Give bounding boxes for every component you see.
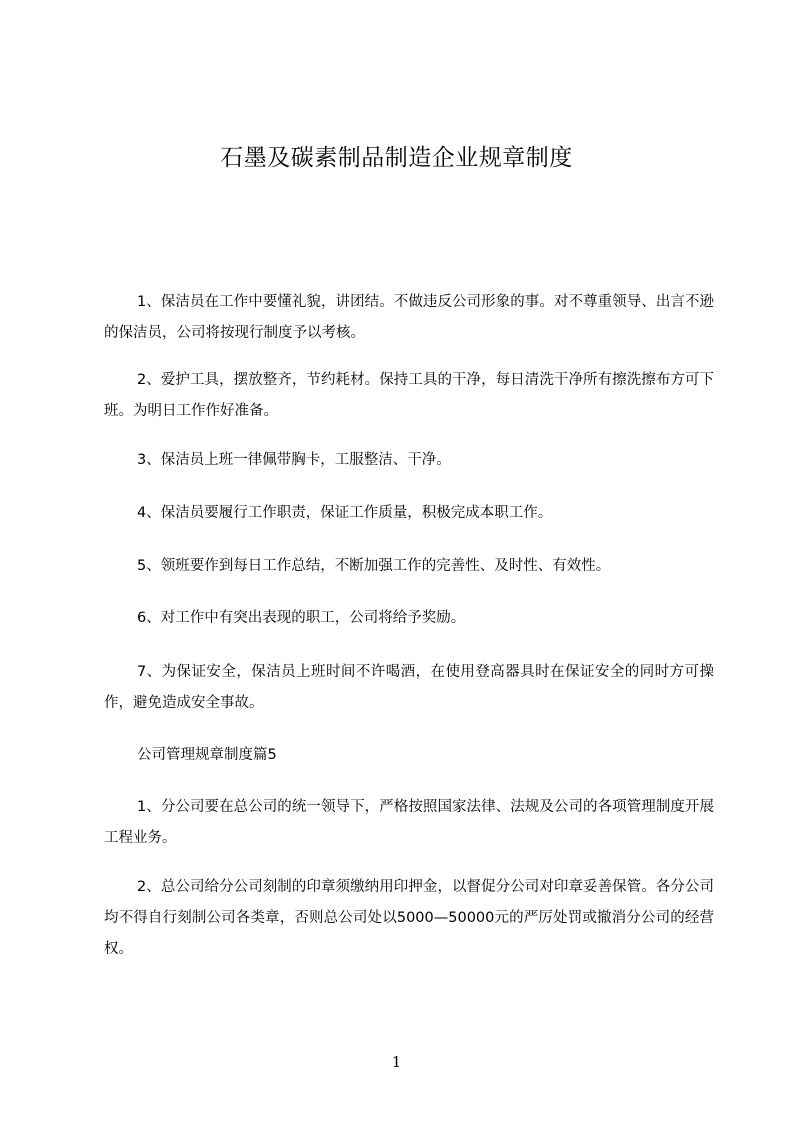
paragraph-7: 7、为保证安全，保洁员上班时间不许喝酒，在使用登高器具时在保证安全的同时方可操作，避免造成安全事故。 [104, 664, 714, 711]
paragraph-6: 6、对工作中有突出表现的职工，公司将给予奖励。 [137, 610, 466, 626]
paragraph-8: 1、分公司要在总公司的统一领导下，严格按照国家法律、法规及公司的各项管理制度开展工程业务。 [104, 799, 714, 846]
paragraph-3: 3、保洁员上班一律佩带胸卡，工服整洁、干净。 [137, 452, 451, 468]
paragraph-9: 2、总公司给分公司刻制的印章须缴纳用印押金，以督促分公司对印章妥善保管。各分公司均不得自行刻制公司各类章，否则总公司处以5000—50000元的严厉处罚或撤消分公司的经营权。 [104, 879, 714, 957]
section-heading: 公司管理规章制度篇5 [137, 747, 277, 763]
paragraph-4: 4、保洁员要履行工作职责，保证工作质量，积极完成本职工作。 [137, 505, 553, 521]
page-number: 1 [391, 1053, 402, 1071]
paragraph-1: 1、保洁员在工作中要懂礼貌，讲团结。不做违反公司形象的事。对不尊重领导、出言不逊的保洁员，公司将按现行制度予以考核。 [104, 294, 714, 341]
document-title: 石墨及碳素制品制造企业规章制度 [220, 145, 573, 171]
paragraph-2: 2、爱护工具，摆放整齐，节约耗材。保持工具的干净，每日清洗干净所有擦洗擦布方可下班。为明日工作作好准备。 [104, 372, 714, 419]
paragraph-5: 5、领班要作到每日工作总结，不断加强工作的完善性、及时性、有效性。 [137, 558, 611, 574]
